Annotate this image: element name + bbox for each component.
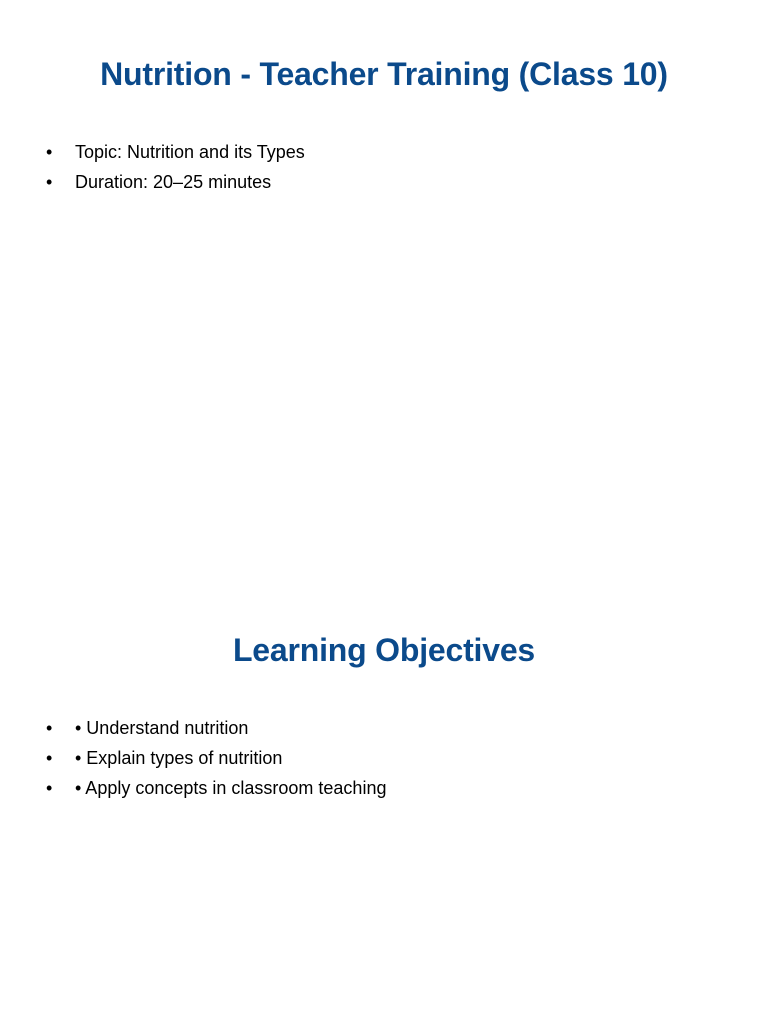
bullet-dot-icon: • — [46, 142, 53, 162]
slide-title: Learning Objectives — [232, 632, 536, 668]
bullet-text: Topic: Nutrition and its Types — [75, 142, 305, 162]
bullet-text: • Understand nutrition — [75, 718, 249, 738]
bullet-text: Duration: 20–25 minutes — [75, 172, 272, 192]
slide-title: Nutrition - Teacher Training (Class 10) — [100, 56, 668, 92]
bullet-dot-icon: • — [46, 778, 53, 798]
bullet-dot-icon: • — [46, 748, 53, 768]
slide-2 — [0, 512, 768, 1024]
bullet-text: • Explain types of nutrition — [75, 748, 283, 768]
bullet-dot-icon: • — [46, 718, 53, 738]
bullet-dot-icon: • — [46, 172, 53, 192]
bullet-text: • Apply concepts in classroom teaching — [75, 778, 387, 798]
